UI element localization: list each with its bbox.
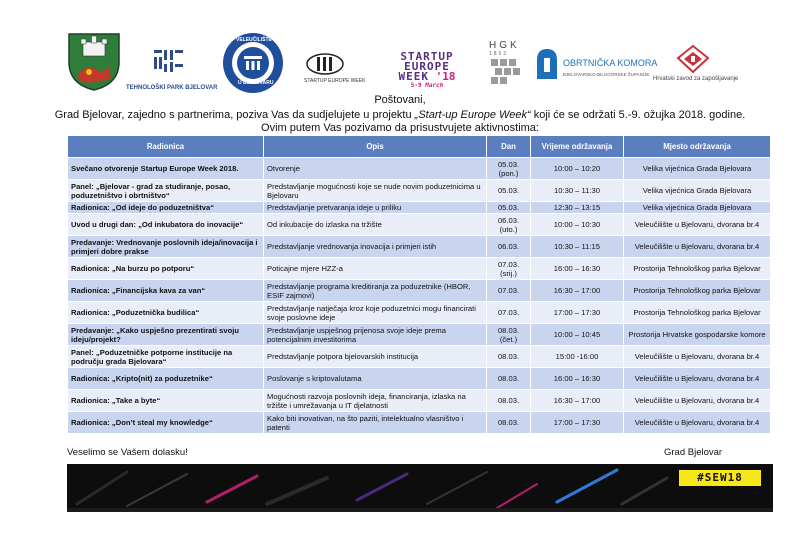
row-day: 08.03. <box>487 346 531 368</box>
row-time: 10:30 – 11:15 <box>531 236 624 258</box>
row-time: 16:00 – 16:30 <box>531 258 624 280</box>
row-title: Radionica: „Don’t steal my knowledge“ <box>68 412 264 434</box>
row-desc: Predstavljanje natječaja kroz koje poduzetnici mogu financirati svoje poslovne ideje <box>264 302 487 324</box>
row-place: Prostorija Tehnološkog parka Bjelovar <box>624 258 771 280</box>
row-time: 10:00 – 10:20 <box>531 158 624 180</box>
row-place: Prostorija Hrvatske gospodarske komore <box>624 324 771 346</box>
row-title: Radionica: „Na burzu po potporu“ <box>68 258 264 280</box>
row-desc: Poslovanje s kriptovalutama <box>264 368 487 390</box>
header-day: Dan <box>487 136 531 158</box>
row-desc: Predstavljanje uspješnog prijenosa svoje ideje prema potencijalnim investitorima <box>264 324 487 346</box>
row-day: 08.03. <box>487 368 531 390</box>
row-title: Radionica: „Poduzetnička budilica“ <box>68 302 264 324</box>
row-day: 05.03. (pon.) <box>487 158 531 180</box>
hgk-logo <box>489 40 525 90</box>
row-day: 07.03. (srij.) <box>487 258 531 280</box>
hzz-logo-icon <box>676 44 710 74</box>
sew-big-logo <box>376 52 478 94</box>
row-place: Velika vijećnica Grada Bjelovara <box>624 180 771 202</box>
row-time: 17:00 – 17:30 <box>531 302 624 324</box>
invitation-text-after: koji će se održati 5.-9. ožujka 2018. godine. <box>530 109 746 121</box>
hzz-caption: Hrvatski zavod za zapošljavanje <box>653 76 739 82</box>
table-row <box>68 214 771 236</box>
row-title: Uvod u drugi dan: „Od inkubatora do inovacije“ <box>68 214 264 236</box>
table-row <box>68 302 771 324</box>
row-place: Veleučilište u Bjelovaru, dvorana br.4 <box>624 214 771 236</box>
obrtnicka-subtitle: BJELOVARSKO-BILOGORSKE ŽUPANIJE <box>563 72 650 77</box>
table-row <box>68 158 771 180</box>
table-row <box>68 324 771 346</box>
row-day: 07.03. <box>487 302 531 324</box>
table-row <box>68 368 771 390</box>
header-desc: Opis <box>264 136 487 158</box>
row-time: 16:00 – 16:30 <box>531 368 624 390</box>
hgk-text: HGK <box>489 40 520 51</box>
row-time: 17:00 – 17:30 <box>531 412 624 434</box>
header-title: Radionica <box>68 136 264 158</box>
table-row <box>68 202 771 214</box>
row-time: 16:30 – 17:00 <box>531 280 624 302</box>
signature-text: Grad Bjelovar <box>664 447 723 458</box>
veleuciliste-ring-bottom: U BJELOVARU <box>238 80 274 86</box>
row-place: Prostorija Tehnološkog parka Bjelovar <box>624 302 771 324</box>
header-place: Mjesto održavanja <box>624 136 771 158</box>
sew-big-line3: WEEK <box>398 70 429 83</box>
row-day: 08.03. (čet.) <box>487 324 531 346</box>
table-row <box>68 412 771 434</box>
row-time: 16:30 – 17:00 <box>531 390 624 412</box>
row-title: Panel: „Bjelovar - grad za studiranje, posao, poduzetništvo i obrtništvo“ <box>68 180 264 202</box>
row-desc: Predstavljanje mogućnosti koje se nude novim poduzetnicima u Bjelovaru <box>264 180 487 202</box>
row-desc: Kako biti inovativan, na što paziti, intelektualno vlasništvo i patenti <box>264 412 487 434</box>
table-row <box>68 280 771 302</box>
row-time: 10:00 – 10:30 <box>531 214 624 236</box>
tehnoloski-park-icon <box>150 48 184 76</box>
sew-small-caption: STARTUP EUROPE WEEK <box>304 78 366 84</box>
row-place: Veleučilište u Bjelovaru, dvorana br.4 <box>624 390 771 412</box>
row-day: 05.03. <box>487 202 531 214</box>
row-title: Radionica: „Od ideje do poduzetništva“ <box>68 202 264 214</box>
row-day: 07.03. <box>487 280 531 302</box>
row-place: Veleučilište u Bjelovaru, dvorana br.4 <box>624 236 771 258</box>
row-title: Svečano otvorenje Startup Europe Week 2018. <box>68 158 264 180</box>
table-row <box>68 180 771 202</box>
row-time: 10:30 – 11:30 <box>531 180 624 202</box>
row-desc: Mogućnosti razvoja poslovnih ideja, financiranja, izlaska na tržište i umrežavanja u IT djelatnosti <box>264 390 487 412</box>
row-day: 08.03. <box>487 390 531 412</box>
row-desc: Od inkubacije do izlaska na tržište <box>264 214 487 236</box>
row-day: 06.03. <box>487 236 531 258</box>
logo-strip <box>0 0 800 96</box>
row-title: Predavanje: „Kako uspješno prezentirati svoju ideju/projekt? <box>68 324 264 346</box>
sew-hashtag: #SEW18 <box>679 470 761 486</box>
closing-text: Veselimo se Vašem dolasku! <box>67 447 188 458</box>
sew-big-month: March <box>425 82 444 89</box>
banner-pattern-icon <box>67 464 773 512</box>
row-place: Veleučilište u Bjelovaru, dvorana br.4 <box>624 346 771 368</box>
table-header-row <box>68 136 771 158</box>
table-row <box>68 346 771 368</box>
veleuciliste-ring-top: VELEUČILIŠTE <box>236 37 272 43</box>
header-time: Vrijeme održavanja <box>531 136 624 158</box>
row-place: Prostorija Tehnološkog parka Bjelovar <box>624 280 771 302</box>
row-desc: Predstavljanje pretvaranja ideje u priliku <box>264 202 487 214</box>
schedule-table <box>67 135 771 434</box>
sew-small-logo-icon <box>305 52 345 76</box>
obrtnicka-title: OBRTNIČKA KOMORA <box>563 58 658 68</box>
project-name: „Start-up Europe Week“ <box>414 109 531 121</box>
row-day: 06.03. (uto.) <box>487 214 531 236</box>
row-place: Velika vijećnica Grada Bjelovara <box>624 202 771 214</box>
row-time: 15:00 -16:00 <box>531 346 624 368</box>
sew-big-year: '18 <box>435 70 456 83</box>
row-title: Predavanje: Vrednovanje poslovnih ideja/inovacija i primjeri dobre prakse <box>68 236 264 258</box>
row-time: 12:30 – 13:15 <box>531 202 624 214</box>
row-desc: Poticajne mjere HZZ-a <box>264 258 487 280</box>
obrtnicka-komora-icon <box>536 48 558 80</box>
sew-banner <box>67 464 773 512</box>
sew-big-line1: STARTUP <box>400 50 454 63</box>
row-desc: Predstavljanje programa kreditiranja za poduzetnike (HBOR, ESIF zajmovi) <box>264 280 487 302</box>
invitation-text-before: Grad Bjelovar, zajedno s partnerima, poziva Vas da sudjelujete u projektu <box>54 109 415 121</box>
invitation-line <box>0 109 800 122</box>
tehnoloski-park-caption: TEHNOLOŠKI PARK BJELOVAR <box>126 85 218 91</box>
table-row <box>68 390 771 412</box>
row-desc: Predstavljanje potpora bjelovarskih institucija <box>264 346 487 368</box>
sew-big-dates: 5-9 <box>410 82 422 89</box>
row-place: Veleučilište u Bjelovaru, dvorana br.4 <box>624 368 771 390</box>
row-desc: Predstavljanje vrednovanja inovacija i primjeri istih <box>264 236 487 258</box>
row-place: Veleučilište u Bjelovaru, dvorana br.4 <box>624 412 771 434</box>
row-title: Radionica: „Take a byte“ <box>68 390 264 412</box>
sew-big-line2: EUROPE <box>404 60 450 73</box>
row-place: Velika vijećnica Grada Bjelovara <box>624 158 771 180</box>
row-desc: Otvorenje <box>264 158 487 180</box>
row-day: 08.03. <box>487 412 531 434</box>
greeting: Poštovani, <box>374 94 426 106</box>
table-row <box>68 236 771 258</box>
row-time: 10:00 – 10:45 <box>531 324 624 346</box>
row-title: Radionica: „Financijska kava za van“ <box>68 280 264 302</box>
hgk-mark-icon <box>489 57 523 87</box>
activities-intro: Ovim putem Vas pozivamo da prisustvujete aktivnostima: <box>261 122 539 134</box>
row-title: Radionica: „Kripto(nit) za poduzetnike“ <box>68 368 264 390</box>
row-day: 05.03. <box>487 180 531 202</box>
hgk-year: 1852 <box>489 51 509 57</box>
bjelovar-coat-of-arms-icon <box>67 32 121 92</box>
row-title: Panel: „Poduzetničke potporne institucije na području grada Bjelovara“ <box>68 346 264 368</box>
table-row <box>68 258 771 280</box>
